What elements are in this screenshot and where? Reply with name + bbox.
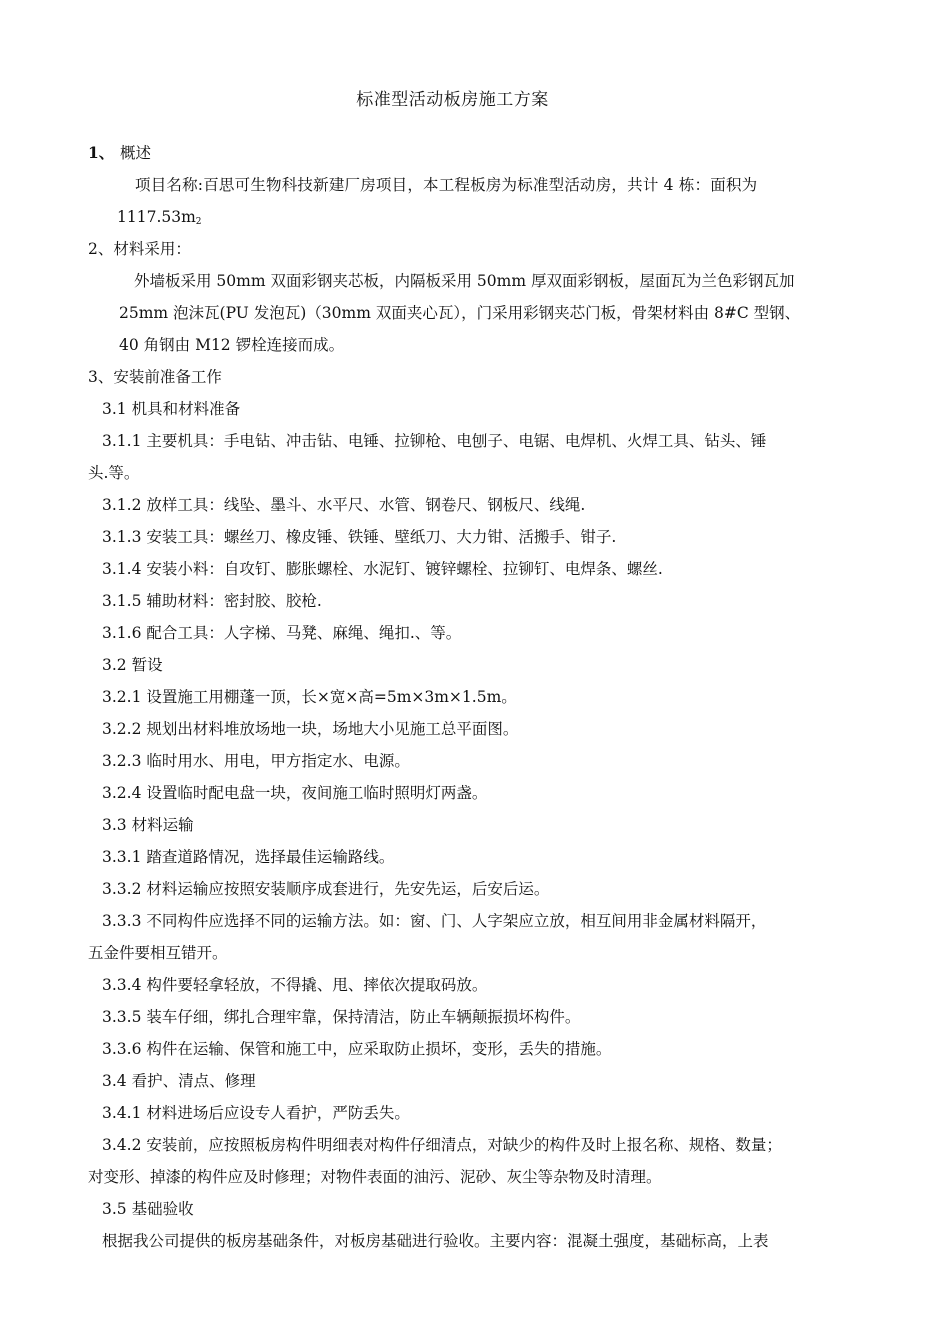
paragraph-line: 外墙板采用 50mm 双面彩钢夹芯板，内隔板采用 50mm 厚双面彩钢板，屋面瓦为兰色彩钢瓦加 — [134, 272, 795, 290]
paragraph-line: 3.3.6 构件在运输、保管和施工中，应采取防止损坏，变形，丢失的措施。 — [102, 1040, 612, 1058]
paragraph-line: 3.2.2 规划出材料堆放场地一块，场地大小见施工总平面图。 — [102, 720, 519, 738]
paragraph-line: 3.2.4 设置临时配电盘一块，夜间施工临时照明灯两盏。 — [102, 784, 488, 802]
area-value: 1117.53m — [117, 208, 196, 226]
paragraph-line: 3.4.1 材料进场后应设专人看护，严防丢失。 — [102, 1104, 410, 1122]
paragraph-line: 五金件要相互错开。 — [88, 944, 228, 962]
section-1-heading: 概述 — [120, 144, 152, 162]
subsection-heading: 3.5 基础验收 — [102, 1200, 194, 1218]
paragraph-line: 3.1.3 安装工具：螺丝刀、橡皮锤、铁锤、壁纸刀、大力钳、活搬手、钳子. — [102, 528, 617, 546]
document-title: 标准型活动板房施工方案 — [356, 90, 549, 110]
paragraph-line: 3.4.2 安装前，应按照板房构件明细表对构件仔细清点，对缺少的构件及时上报名称、规格、数量； — [102, 1136, 782, 1154]
subsection-heading: 3.4 看护、清点、修理 — [102, 1072, 256, 1090]
paragraph-line: 3.2.1 设置施工用棚蓬一顶，长×宽×高=5m×3m×1.5m。 — [102, 688, 517, 706]
section-3-heading: 3、安装前准备工作 — [88, 368, 222, 386]
paragraph-line: 25mm 泡沫瓦(PU 发泡瓦)（30mm 双面夹心瓦），门采用彩钢夹芯门板，骨架材料由 8#C 型钢、 — [119, 304, 801, 322]
paragraph-line — [117, 205, 202, 232]
paragraph-line: 3.1.4 安装小料：自攻钉、膨胀螺栓、水泥钉、镀锌螺栓、拉铆钉、电焊条、螺丝. — [102, 560, 663, 578]
subsection-heading: 3.2 暂设 — [102, 656, 163, 674]
section-1-number: 1、 — [88, 143, 115, 162]
paragraph-line: 3.3.2 材料运输应按照安装顺序成套进行，先安先运，后安后运。 — [102, 880, 550, 898]
paragraph-line: 3.3.5 装车仔细，绑扎合理牢靠，保持清洁，防止车辆颠振损坏构件。 — [102, 1008, 581, 1026]
section-2-heading: 2、材料采用： — [88, 240, 191, 258]
paragraph-line: 3.3.4 构件要轻拿轻放，不得撬、甩、摔依次提取码放。 — [102, 976, 488, 994]
paragraph-line: 根据我公司提供的板房基础条件，对板房基础进行验收。主要内容：混凝土强度，基础标高，上表 — [102, 1232, 769, 1250]
paragraph-line: 3.1.2 放样工具：线坠、墨斗、水平尺、水管、钢卷尺、钢板尺、线绳. — [102, 496, 586, 514]
paragraph-line: 3.2.3 临时用水、用电，甲方指定水、电源。 — [102, 752, 410, 770]
paragraph-line: 3.1.6 配合工具：人字梯、马凳、麻绳、绳扣.、等。 — [102, 624, 462, 642]
paragraph-line: 3.3.3 不同构件应选择不同的运输方法。如：窗、门、人字架应立放，相互间用非金属材料隔开， — [102, 912, 767, 930]
paragraph-line: 项目名称:百思可生物科技新建厂房项目，本工程板房为标准型活动房，共计 4 栋：面积为 — [135, 176, 758, 194]
subsection-heading: 3.1 机具和材料准备 — [102, 400, 241, 418]
paragraph-line: 对变形、掉漆的构件应及时修理；对物件表面的油污、泥砂、灰尘等杂物及时清理。 — [88, 1168, 662, 1186]
paragraph-line: 3.1.1 主要机具：手电钻、冲击钻、电锤、拉铆枪、电刨子、电锯、电焊机、火焊工具、钻头、锤 — [102, 432, 767, 450]
area-unit-exponent: 2 — [195, 217, 202, 227]
subsection-heading: 3.3 材料运输 — [102, 816, 194, 834]
paragraph-line: 40 角钢由 M12 锣栓连接而成。 — [119, 336, 345, 354]
paragraph-line: 头.等。 — [88, 464, 140, 482]
paragraph-line: 3.3.1 踏查道路情况，选择最佳运输路线。 — [102, 848, 395, 866]
paragraph-line: 3.1.5 辅助材料：密封胶、胶枪. — [102, 592, 322, 610]
